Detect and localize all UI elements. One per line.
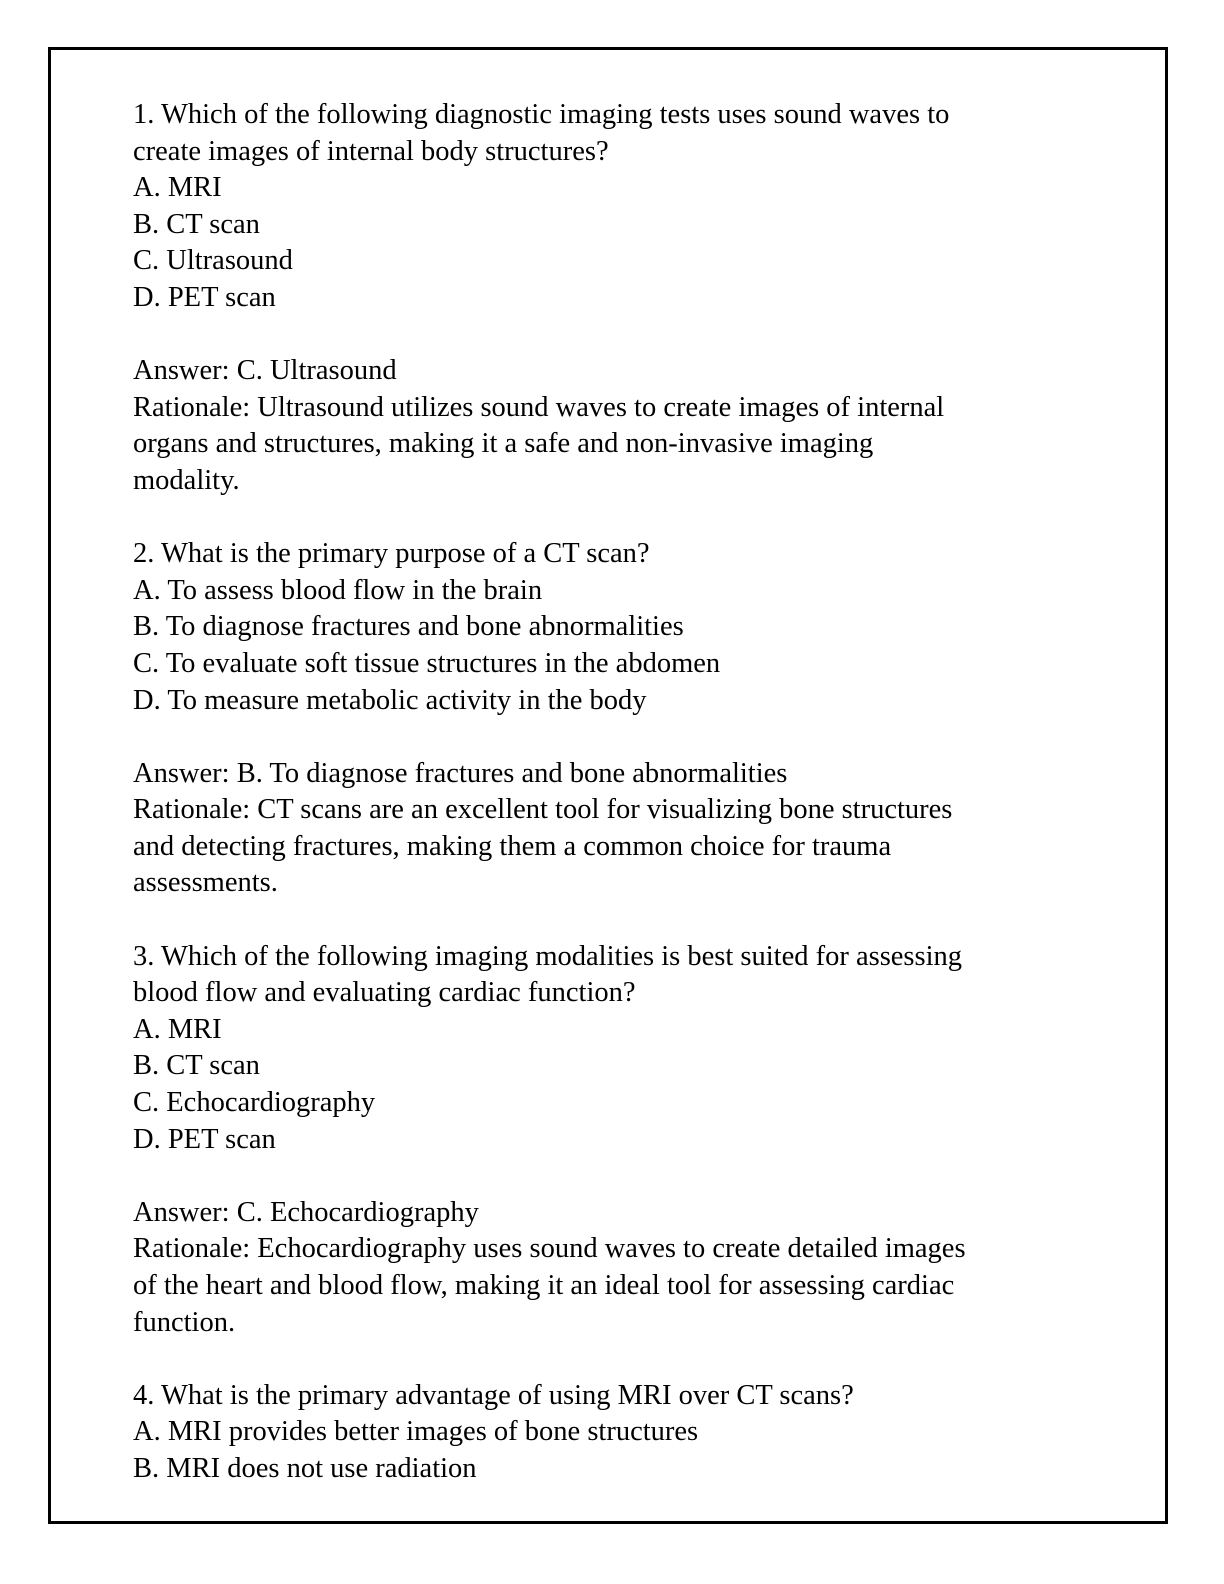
answer: Answer: C. Ultrasound [133, 355, 397, 387]
answer: Answer: C. Echocardiography [133, 1196, 479, 1228]
question-stem: blood flow and evaluating cardiac function? [133, 977, 636, 1009]
question-stem: create images of internal body structures? [133, 135, 609, 167]
rationale: Rationale: CT scans are an excellent tool for visualizing bone structures [133, 794, 953, 826]
option-a: A. MRI [133, 172, 222, 204]
rationale: assessments. [133, 867, 278, 899]
rationale: modality. [133, 464, 240, 496]
option-a: A. To assess blood flow in the brain [133, 574, 543, 606]
question-stem: 3. Which of the following imaging modalities is best suited for assessing [133, 940, 963, 972]
option-c: C. Echocardiography [133, 1087, 376, 1119]
option-b: B. CT scan [133, 1050, 260, 1082]
rationale: function. [133, 1306, 236, 1338]
question-2 [133, 536, 1113, 939]
option-d: D. To measure metabolic activity in the body [133, 684, 647, 716]
question-4 [133, 1378, 1113, 1488]
option-b: B. MRI does not use radiation [133, 1452, 477, 1484]
rationale: organs and structures, making it a safe and non-invasive imaging [133, 428, 874, 460]
rationale: of the heart and blood flow, making it an ideal tool for assessing cardiac [133, 1270, 955, 1301]
question-3 [133, 939, 1113, 1378]
question-stem: 1. Which of the following diagnostic imaging tests uses sound waves to [133, 99, 950, 130]
document-content [133, 97, 1113, 1488]
rationale: Rationale: Ultrasound utilizes sound waves to create images of internal [133, 391, 945, 423]
option-c: C. Ultrasound [133, 245, 293, 277]
option-b: B. To diagnose fractures and bone abnormalities [133, 611, 684, 643]
question-stem: 2. What is the primary purpose of a CT scan? [133, 538, 650, 570]
question-1 [133, 97, 1113, 536]
answer: Answer: B. To diagnose fractures and bone abnormalities [133, 757, 788, 789]
option-c: C. To evaluate soft tissue structures in the abdomen [133, 647, 721, 679]
rationale: Rationale: Echocardiography uses sound waves to create detailed images [133, 1233, 966, 1265]
option-d: D. PET scan [133, 1123, 276, 1155]
rationale: and detecting fractures, making them a common choice for trauma [133, 830, 892, 862]
option-b: B. CT scan [133, 208, 260, 240]
question-stem: 4. What is the primary advantage of using MRI over CT scans? [133, 1379, 854, 1411]
option-a: A. MRI [133, 1013, 222, 1045]
option-a: A. MRI provides better images of bone structures [133, 1416, 699, 1448]
option-d: D. PET scan [133, 281, 276, 313]
